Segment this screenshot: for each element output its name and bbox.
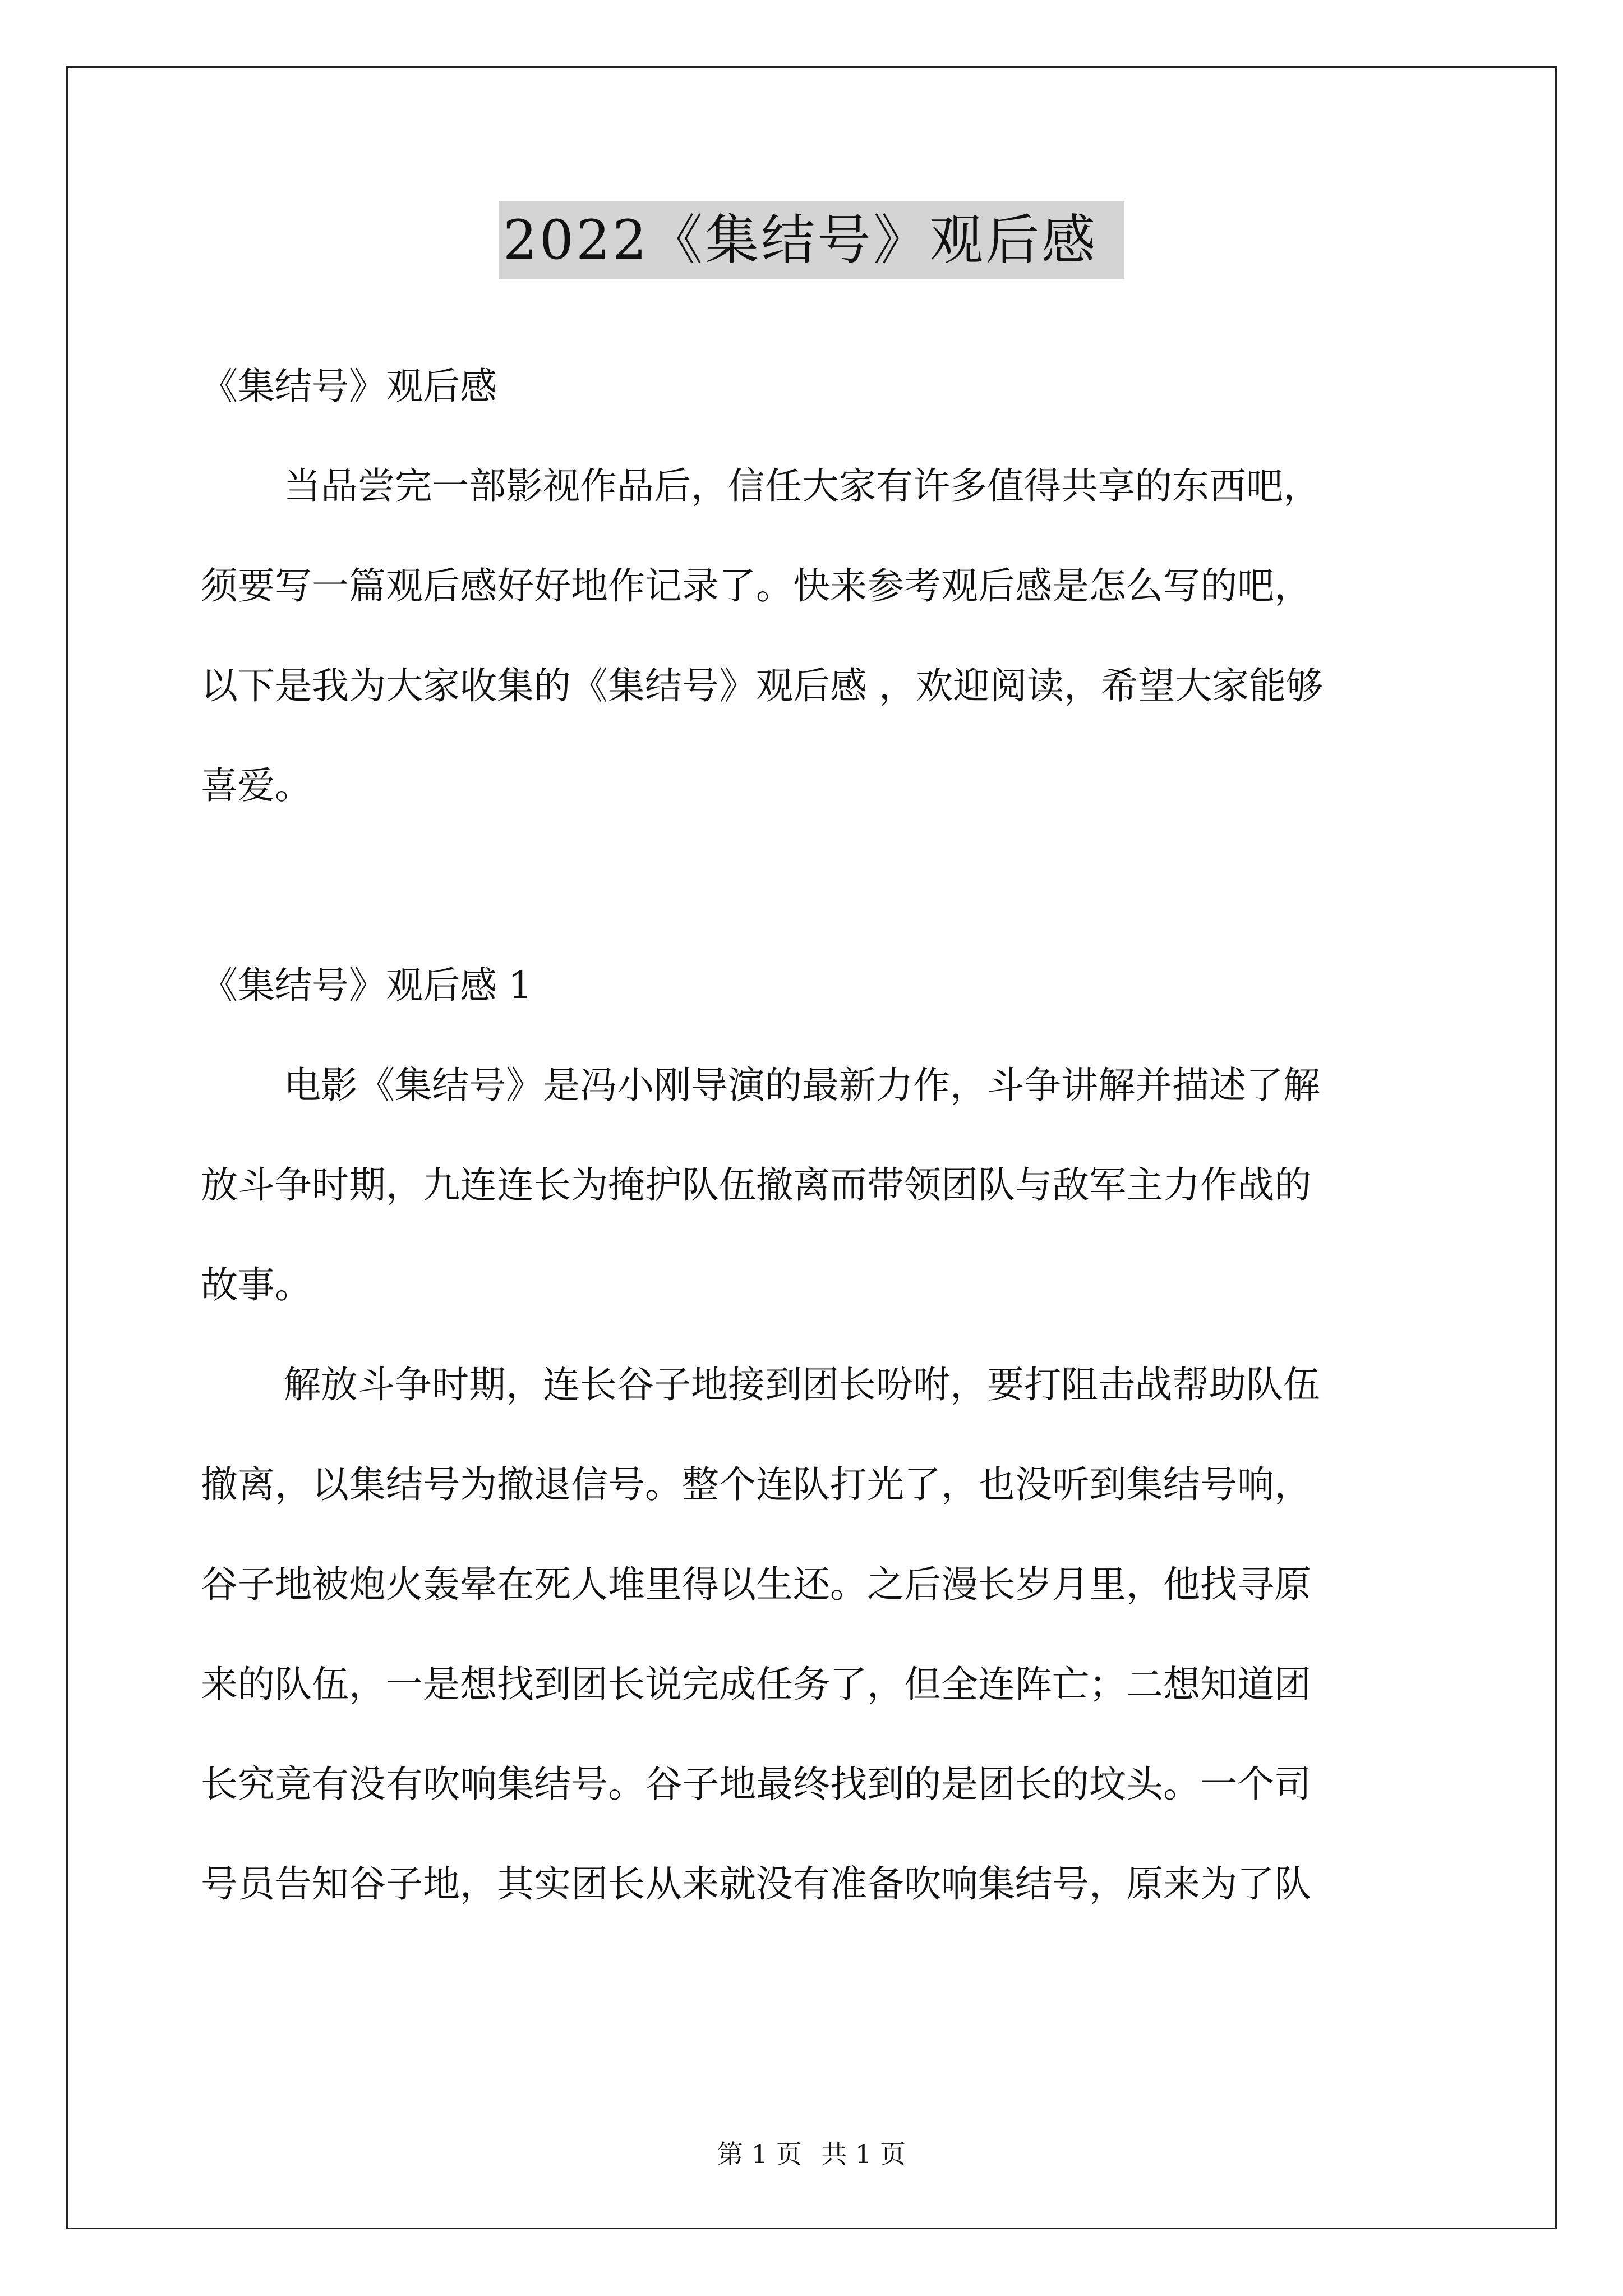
paragraph-line: 喜爱。 [201, 764, 312, 807]
page-total: 共 1 页 [821, 2139, 906, 2169]
paragraph-line: 当品尝完一部影视作品后，信任大家有许多值得共享的东西吧， [284, 464, 1320, 508]
paragraph-line: 须要写一篇观后感好好地作记录了。快来参考观后感是怎么写的吧， [201, 564, 1311, 608]
paragraph-line: 谷子地被炮火轰晕在死人堆里得以生还。之后漫长岁月里，他找寻原 [201, 1563, 1311, 1606]
paragraph-line: 电影《集结号》是冯小刚导演的最新力作，斗争讲解并描述了解 [284, 1064, 1320, 1107]
section-heading: 《集结号》观后感 1 [201, 964, 532, 1007]
title-wrapper [0, 201, 1623, 279]
paragraph-spacer [201, 836, 1435, 936]
paragraph-line: 放斗争时期，九连连长为掩护队伍撤离而带领团队与敌军主力作战的 [201, 1163, 1311, 1207]
paragraph-line: 撤离，以集结号为撤退信号。整个连队打光了，也没听到集结号响， [201, 1463, 1311, 1506]
paragraph-line: 以下是我为大家收集的《集结号》观后感 ，欢迎阅读，希望大家能够 [201, 664, 1323, 707]
paragraph-line: 故事。 [201, 1263, 312, 1306]
document-body [201, 337, 1435, 1934]
paragraph-line: 来的队伍，一是想找到团长说完成任务了，但全连阵亡；二想知道团 [201, 1663, 1311, 1706]
section-heading: 《集结号》观后感 [201, 365, 497, 408]
page-footer [0, 2137, 1623, 2171]
paragraph-line: 解放斗争时期，连长谷子地接到团长吩咐，要打阻击战帮助队伍 [284, 1363, 1320, 1406]
document-title: 2022《集结号》观后感 [499, 201, 1124, 279]
paragraph-line: 长究竟有没有吹响集结号。谷子地最终找到的是团长的坟头。一个司 [201, 1763, 1311, 1806]
paragraph-line: 号员告知谷子地，其实团长从来就没有准备吹响集结号，原来为了队 [201, 1862, 1311, 1906]
page-number: 第 1 页 [717, 2139, 802, 2169]
